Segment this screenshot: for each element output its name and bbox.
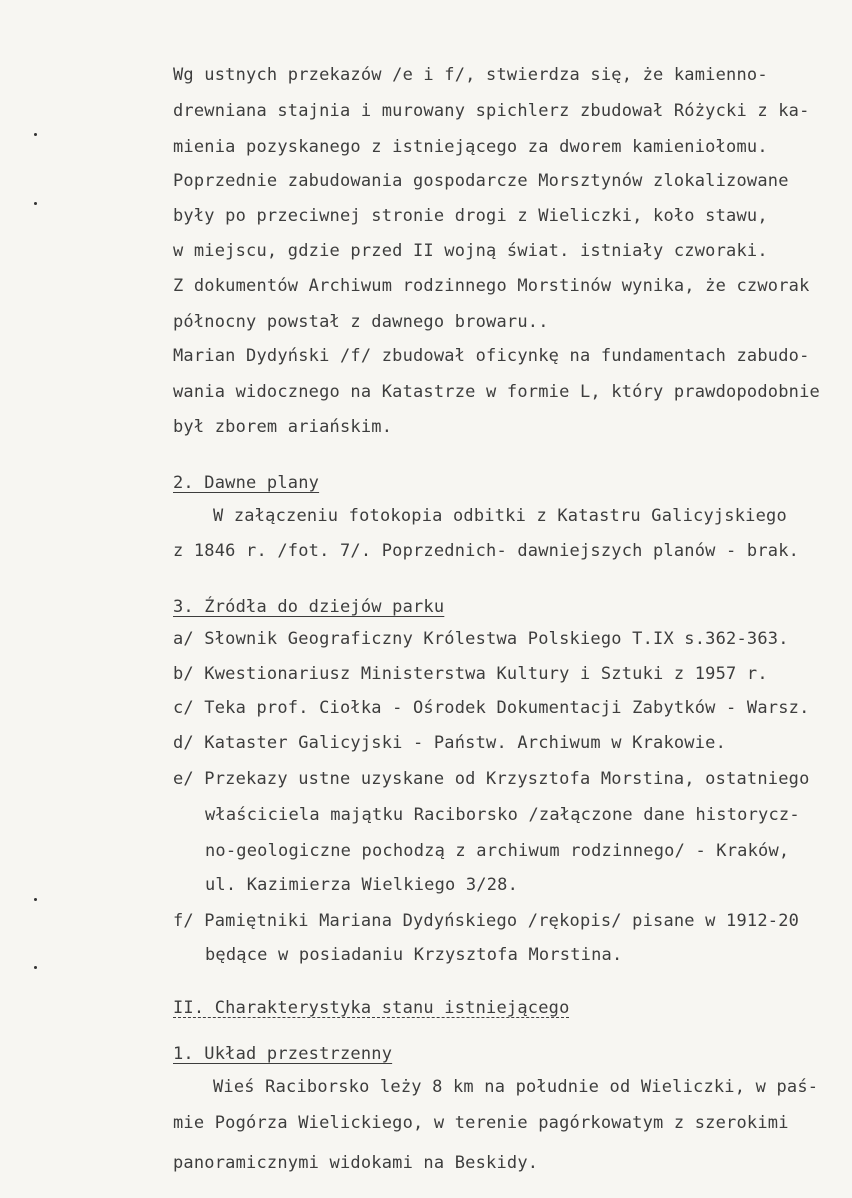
text-line: Marian Dydyński /f/ zbudował oficynkę na fundamentach zabudo- xyxy=(173,346,810,366)
text-line: w miejscu, gdzie przed II wojną świat. istniały czworaki. xyxy=(173,241,768,261)
margin-mark xyxy=(34,202,37,205)
text-line: mie Pogórza Wielickiego, w terenie pagórkowatym z szerokimi xyxy=(173,1113,789,1133)
source-item: f/ Pamiętniki Mariana Dydyńskiego /rękopis/ pisane w 1912-20 xyxy=(173,911,800,931)
source-item-continuation: ul. Kazimierza Wielkiego 3/28. xyxy=(205,875,519,895)
text-line: drewniana stajnia i murowany spichlerz zbudował Różycki z ka- xyxy=(173,101,810,121)
text-line: były po przeciwnej stronie drogi z Wieliczki, koło stawu, xyxy=(173,206,768,226)
text-line: z 1846 r. /fot. 7/. Poprzednich- dawniejszych planów - brak. xyxy=(173,541,800,561)
text-line: północny powstał z dawnego browaru.. xyxy=(173,312,549,332)
source-item-continuation: no-geologiczne pochodzą z archiwum rodzinnego/ - Kraków, xyxy=(205,841,790,861)
text-line: był zborem ariańskim. xyxy=(173,417,393,437)
source-item: c/ Teka prof. Ciołka - Ośrodek Dokumentacji Zabytków - Warsz. xyxy=(173,698,810,718)
text-line: wania widocznego na Katastrze w formie L, który prawdopodobnie xyxy=(173,382,820,402)
section-heading: 2. Dawne plany xyxy=(173,473,320,493)
source-item: d/ Kataster Galicyjski - Państw. Archiwum w Krakowie. xyxy=(173,733,727,753)
text-line: mienia pozyskanego z istniejącego za dworem kamieniołomu. xyxy=(173,137,768,157)
text-line: Poprzednie zabudowania gospodarcze Morsztynów zlokalizowane xyxy=(173,171,789,191)
source-item: b/ Kwestionariusz Ministerstwa Kultury i Sztuki z 1957 r. xyxy=(173,664,768,684)
source-item: a/ Słownik Geograficzny Królestwa Polskiego T.IX s.362-363. xyxy=(173,629,789,649)
section-heading: 3. Źródła do dziejów parku xyxy=(173,597,445,617)
source-item: e/ Przekazy ustne uzyskane od Krzysztofa Morstina, ostatniego xyxy=(173,769,810,789)
section-heading: 1. Układ przestrzenny xyxy=(173,1044,393,1064)
chapter-heading: II. Charakterystyka stanu istniejącego xyxy=(173,998,570,1018)
margin-mark xyxy=(34,898,37,901)
text-line: W załączeniu fotokopia odbitki z Katastru Galicyjskiego xyxy=(213,506,787,526)
source-item-continuation: właściciela majątku Raciborsko /załączone dane historycz- xyxy=(205,805,800,825)
text-line: Wieś Raciborsko leży 8 km na południe od Wieliczki, w paś- xyxy=(213,1077,819,1097)
text-line: Wg ustnych przekazów /e i f/, stwierdza się, że kamienno- xyxy=(173,65,768,85)
margin-mark xyxy=(34,133,37,136)
text-line: Z dokumentów Archiwum rodzinnego Morstinów wynika, że czworak xyxy=(173,276,810,296)
margin-mark xyxy=(34,966,37,969)
source-item-continuation: będące w posiadaniu Krzysztofa Morstina. xyxy=(205,945,623,965)
text-line: panoramicznymi widokami na Beskidy. xyxy=(173,1153,539,1173)
